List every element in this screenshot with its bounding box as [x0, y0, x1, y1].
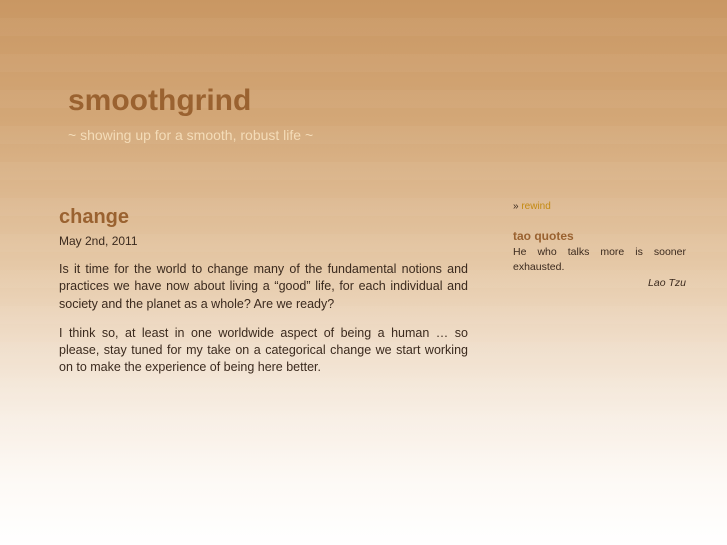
- rewind-link[interactable]: rewind: [521, 201, 551, 212]
- tao-quotes-heading: tao quotes: [513, 229, 574, 243]
- rewind-prefix: »: [513, 201, 519, 212]
- site-tagline: ~ showing up for a smooth, robust life ~: [68, 127, 314, 143]
- quote-text: He who talks more is sooner exhausted.: [513, 246, 686, 273]
- post-paragraph-2: I think so, at least in one worldwide aspect of being a human … so please, stay tuned for my take on a categorical change we start working on to make the experience of being here better.: [59, 325, 468, 375]
- rewind-nav: [513, 200, 686, 214]
- post-date: May 2nd, 2011: [59, 234, 138, 248]
- post-title[interactable]: change: [59, 206, 130, 228]
- post-paragraph-1: Is it time for the world to change many of the fundamental notions and practices we have now about living a “good” life, for each individual and society and the planet as a whole? Are we ready?: [59, 262, 468, 311]
- sidebar: [513, 200, 686, 290]
- site-title[interactable]: smoothgrind: [68, 84, 252, 117]
- post: [59, 205, 468, 377]
- quote-author: Lao Tzu: [648, 277, 686, 289]
